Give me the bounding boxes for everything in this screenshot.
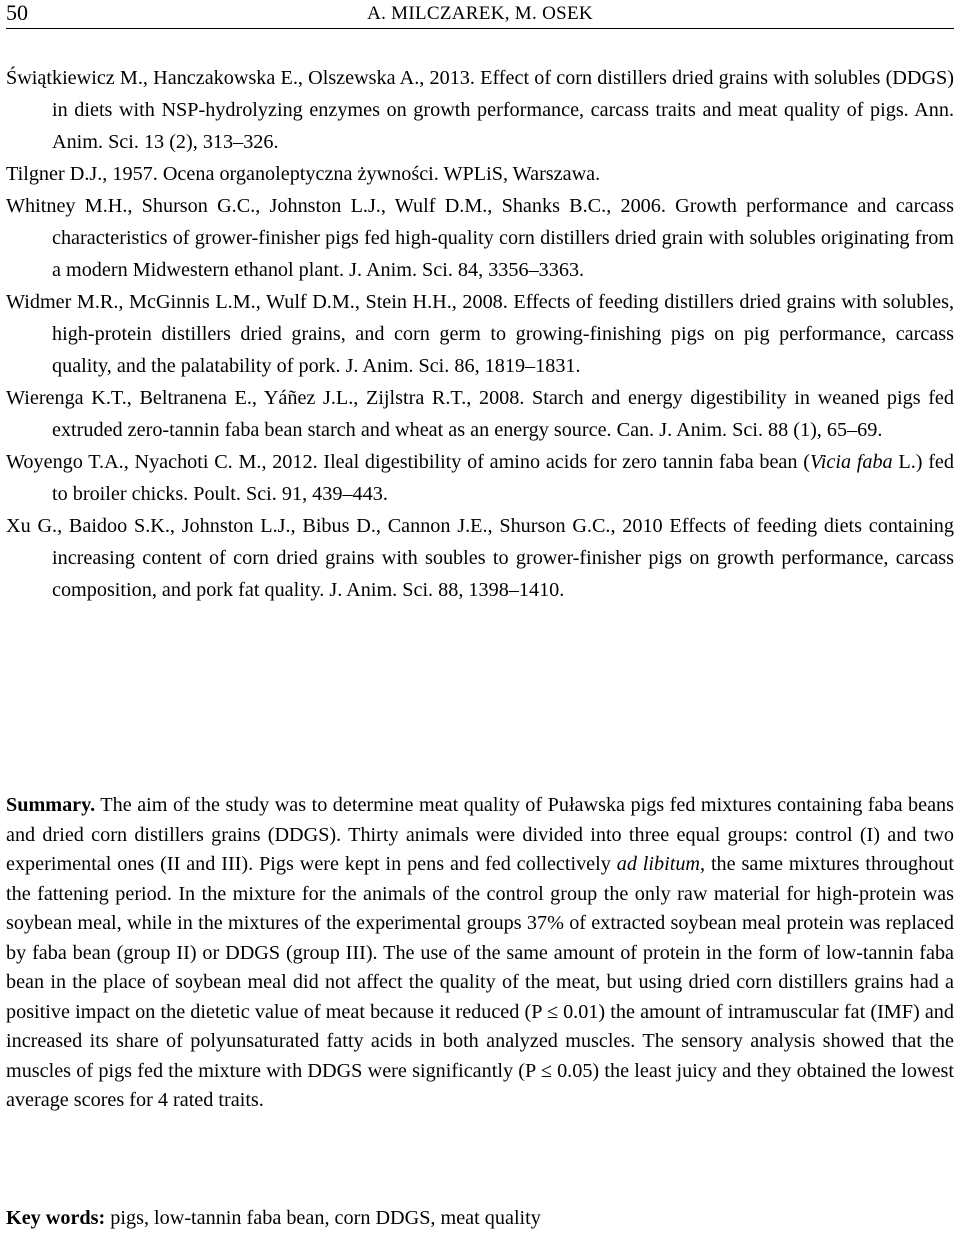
page-number: 50 xyxy=(6,0,28,25)
reference-entry xyxy=(6,286,954,382)
summary-label: Summary. xyxy=(6,794,96,816)
summary-italic-term: ad libitum xyxy=(616,853,701,875)
reference-text-tail: L.) fed to broiler chicks. Poult. Sci. 91, 439–443. xyxy=(52,451,954,505)
reference-text: Widmer M.R., McGinnis L.M., Wulf D.M., Stein H.H., 2008. Effects of feeding distillers dried grains with solubles, high-protein distillers dried grains, and corn germ to growing-finishing pigs on pig performance, carcass quality, and the palatability of pork. J. Anim. Sci. 86, 1819–1831. xyxy=(6,291,954,377)
summary-text: The aim of the study was to determine meat quality of Puławska pigs fed mixtures containing faba beans and dried corn distillers grains (DDGS). Thirty animals were divided into three equal groups: control (I) and two experimental ones (II and III). Pigs were kept in pens and fed collectively xyxy=(6,794,954,875)
reference-text: Xu G., Baidoo S.K., Johnston L.J., Bibus D., Cannon J.E., Shurson G.C., 2010 Effects of feeding diets containing increasing content of corn dried grains with soubles to grower-finisher pigs on growth performance, carcass composition, and pork fat quality. J. Anim. Sci. 88, 1398–1410. xyxy=(6,515,954,601)
reference-text: Świątkiewicz M., Hanczakowska E., Olszewska A., 2013. Effect of corn distillers dried grains with solubles (DDGS) in diets with NSP-hydrolyzing enzymes on growth performance, carcass traits and meat quality of pigs. Ann. Anim. Sci. 13 (2), 313–326. xyxy=(6,67,954,153)
summary-paragraph xyxy=(6,791,954,1116)
reference-entry xyxy=(6,158,954,190)
keywords-text: pigs, low-tannin faba bean, corn DDGS, meat quality xyxy=(105,1207,541,1229)
reference-entry xyxy=(6,190,954,286)
reference-entry xyxy=(6,446,954,510)
keywords-label: Key words: xyxy=(6,1207,106,1229)
reference-entry xyxy=(6,382,954,446)
page-header xyxy=(6,0,954,29)
reference-species-name: Vicia faba xyxy=(809,451,893,473)
running-head: A. MILCZAREK, M. OSEK xyxy=(367,3,593,24)
reference-text: Woyengo T.A., Nyachoti C. M., 2012. Ileal digestibility of amino acids for zero tannin faba bean ( xyxy=(6,451,810,473)
reference-text: Wierenga K.T., Beltranena E., Yáñez J.L., Zijlstra R.T., 2008. Starch and energy digestibility in weaned pigs fed extruded zero-tannin faba bean starch and wheat as an energy source. Can. J. Anim. Sci. 88 (1), 65–69. xyxy=(6,387,954,441)
keywords-line xyxy=(6,1204,954,1233)
reference-entry xyxy=(6,62,954,158)
reference-text: Tilgner D.J., 1957. Ocena organoleptyczna żywności. WPLiS, Warszawa. xyxy=(6,163,601,185)
summary-text-continued: , the same mixtures throughout the fattening period. In the mixture for the animals of the control group the only raw material for high-protein was soybean meal, while in the mixtures of the experimental groups 37% of extracted soybean meal protein was replaced by faba bean (group II) or DDGS (group III). The use of the same amount of protein in the form of low-tannin faba bean in the place of soybean meal did not affect the quality of the meat, but using dried corn distillers grains had a positive impact on the dietetic value of meat because it reduced (P ≤ 0.01) the amount of intramuscular fat (IMF) and increased its share of polyunsaturated fatty acids in both analyzed muscles. The sensory analysis showed that the muscles of pigs fed the mixture with DDGS were significantly (P ≤ 0.05) the least juicy and they obtained the lowest average scores for 4 rated traits. xyxy=(6,853,954,1111)
reference-text: Whitney M.H., Shurson G.C., Johnston L.J., Wulf D.M., Shanks B.C., 2006. Growth performance and carcass characteristics of grower-finisher pigs fed high-quality corn distillers dried grain with solubles originating from a modern Midwestern ethanol plant. J. Anim. Sci. 84, 3356–3363. xyxy=(6,195,954,281)
reference-entry xyxy=(6,510,954,606)
reference-list xyxy=(6,62,954,606)
